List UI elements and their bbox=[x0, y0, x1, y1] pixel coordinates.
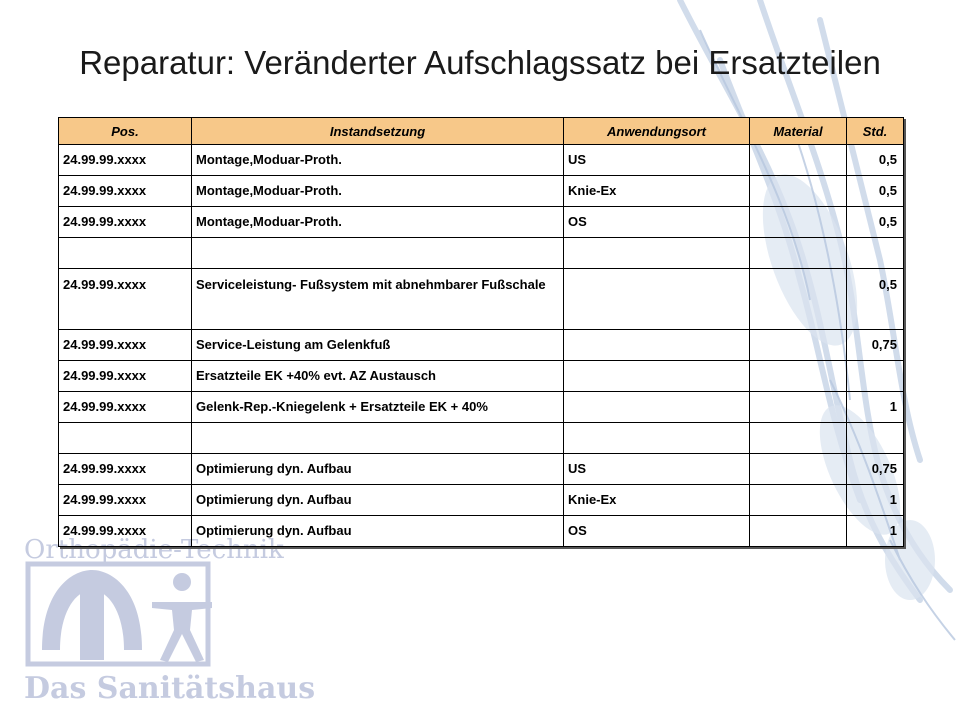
cell-std bbox=[847, 361, 904, 392]
cell-instandsetzung: Optimierung dyn. Aufbau bbox=[192, 516, 564, 547]
cell-material bbox=[750, 454, 847, 485]
cell-instandsetzung: Optimierung dyn. Aufbau bbox=[192, 454, 564, 485]
cell-std: 0,5 bbox=[847, 145, 904, 176]
cell-pos: 24.99.99.xxxx bbox=[59, 269, 192, 330]
cell-anwendungsort: Knie-Ex bbox=[564, 176, 750, 207]
table-row bbox=[59, 361, 904, 392]
cell-anwendungsort: US bbox=[564, 145, 750, 176]
cell-anwendungsort: OS bbox=[564, 207, 750, 238]
cell-material bbox=[750, 269, 847, 330]
cell-pos: 24.99.99.xxxx bbox=[59, 454, 192, 485]
cell-material bbox=[750, 423, 847, 454]
logo-bottom-text: Das Sanitätshaus bbox=[24, 671, 316, 706]
table-header-row bbox=[59, 118, 904, 145]
cell-anwendungsort bbox=[564, 392, 750, 423]
logo-top-text: Orthopädie-Technik bbox=[24, 535, 284, 565]
cell-std: 1 bbox=[847, 485, 904, 516]
cell-instandsetzung: Service-Leistung am Gelenkfuß bbox=[192, 330, 564, 361]
cell-material bbox=[750, 330, 847, 361]
header-pos: Pos. bbox=[59, 118, 192, 145]
cell-pos: 24.99.99.xxxx bbox=[59, 145, 192, 176]
cell-anwendungsort bbox=[564, 361, 750, 392]
cell-material bbox=[750, 207, 847, 238]
cell-pos: 24.99.99.xxxx bbox=[59, 516, 192, 547]
cell-pos: 24.99.99.xxxx bbox=[59, 207, 192, 238]
table-row bbox=[59, 238, 904, 269]
table-row bbox=[59, 454, 904, 485]
header-std: Std. bbox=[847, 118, 904, 145]
cell-pos: 24.99.99.xxxx bbox=[59, 392, 192, 423]
cell-material bbox=[750, 392, 847, 423]
cell-instandsetzung bbox=[192, 423, 564, 454]
cell-pos bbox=[59, 423, 192, 454]
cell-std: 0,5 bbox=[847, 269, 904, 330]
cell-std: 0,75 bbox=[847, 330, 904, 361]
cell-pos bbox=[59, 238, 192, 269]
cell-material bbox=[750, 145, 847, 176]
cell-std: 0,5 bbox=[847, 207, 904, 238]
table-row bbox=[59, 330, 904, 361]
table-row bbox=[59, 516, 904, 547]
company-logo bbox=[22, 530, 316, 710]
cell-std: 0,75 bbox=[847, 454, 904, 485]
table-row bbox=[59, 269, 904, 330]
cell-anwendungsort: OS bbox=[564, 516, 750, 547]
table-row bbox=[59, 145, 904, 176]
table-row bbox=[59, 392, 904, 423]
cell-anwendungsort bbox=[564, 330, 750, 361]
slide-title: Reparatur: Veränderter Aufschlagssatz bei Ersatzteilen bbox=[79, 44, 881, 81]
cell-std: 1 bbox=[847, 516, 904, 547]
cell-instandsetzung: Optimierung dyn. Aufbau bbox=[192, 485, 564, 516]
header-instandsetzung: Instandsetzung bbox=[192, 118, 564, 145]
cell-material bbox=[750, 238, 847, 269]
table-row bbox=[59, 176, 904, 207]
cell-instandsetzung bbox=[192, 238, 564, 269]
cell-std: 1 bbox=[847, 392, 904, 423]
cell-pos: 24.99.99.xxxx bbox=[59, 485, 192, 516]
table-row bbox=[59, 207, 904, 238]
cell-instandsetzung: Gelenk-Rep.-Kniegelenk + Ersatzteile EK + 40% bbox=[192, 392, 564, 423]
cell-instandsetzung: Montage,Moduar-Proth. bbox=[192, 207, 564, 238]
cell-material bbox=[750, 516, 847, 547]
cell-material bbox=[750, 361, 847, 392]
cell-pos: 24.99.99.xxxx bbox=[59, 330, 192, 361]
cell-anwendungsort bbox=[564, 238, 750, 269]
cell-anwendungsort bbox=[564, 423, 750, 454]
cell-std bbox=[847, 423, 904, 454]
cell-instandsetzung: Serviceleistung- Fußsystem mit abnehmbarer Fußschale bbox=[192, 269, 564, 330]
cell-anwendungsort bbox=[564, 269, 750, 330]
cell-instandsetzung: Montage,Moduar-Proth. bbox=[192, 145, 564, 176]
cell-anwendungsort: US bbox=[564, 454, 750, 485]
cell-std bbox=[847, 238, 904, 269]
cell-anwendungsort: Knie-Ex bbox=[564, 485, 750, 516]
cell-pos: 24.99.99.xxxx bbox=[59, 361, 192, 392]
header-material: Material bbox=[750, 118, 847, 145]
cell-material bbox=[750, 485, 847, 516]
table-row bbox=[59, 485, 904, 516]
repair-table bbox=[58, 117, 904, 547]
cell-pos: 24.99.99.xxxx bbox=[59, 176, 192, 207]
cell-std: 0,5 bbox=[847, 176, 904, 207]
table-row bbox=[59, 423, 904, 454]
cell-instandsetzung: Montage,Moduar-Proth. bbox=[192, 176, 564, 207]
cell-instandsetzung: Ersatzteile EK +40% evt. AZ Austausch bbox=[192, 361, 564, 392]
cell-material bbox=[750, 176, 847, 207]
header-anwendungsort: Anwendungsort bbox=[564, 118, 750, 145]
